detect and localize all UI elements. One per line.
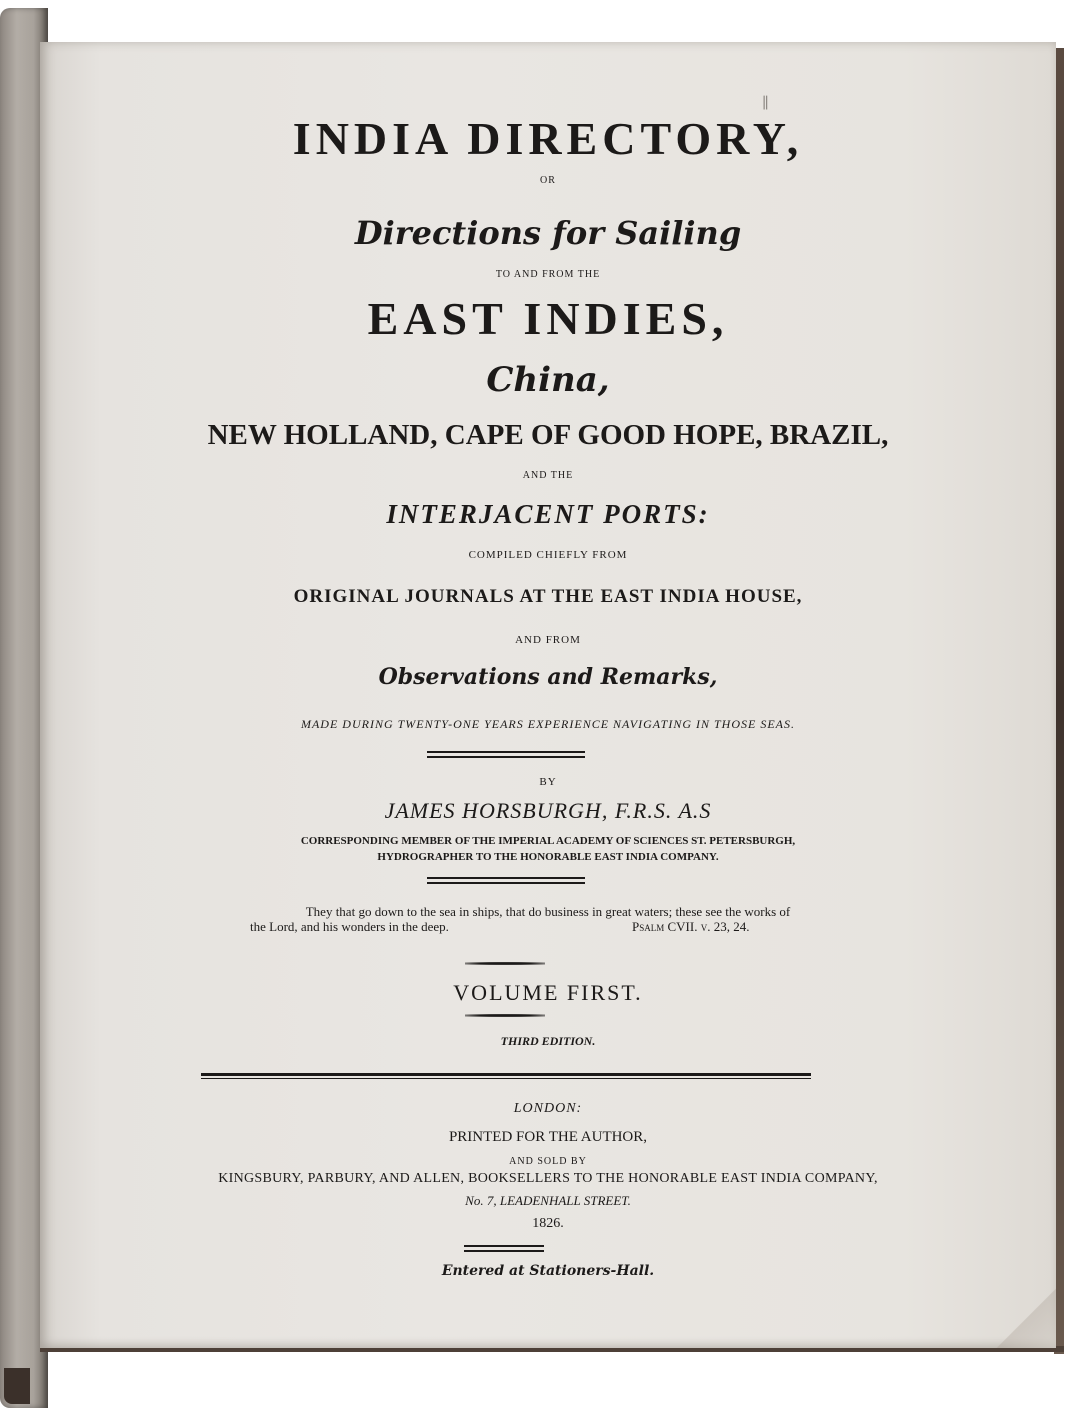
experience-line: MADE DURING TWENTY-ONE YEARS EXPERIENCE NAVIGATING IN THOSE SEAS. <box>300 717 796 731</box>
booksellers-line: KINGSBURY, PARBURY, AND ALLEN, BOOKSELLERS TO THE HONORABLE EAST INDIA COMPANY, <box>218 1171 878 1186</box>
epigraph-line-2 <box>250 919 810 935</box>
entered-line: Entered at Stationers-Hall. <box>441 1263 655 1279</box>
book-title: INDIA DIRECTORY, <box>292 113 804 164</box>
author-name: JAMES HORSBURGH, F.R.S. A.S <box>384 798 712 823</box>
thick-rule <box>201 1073 811 1076</box>
title-page <box>40 42 1056 1348</box>
author-credential-2: HYDROGRAPHER TO THE HONORABLE EAST INDIA COMPANY. <box>377 851 719 863</box>
spine-leather-corner <box>4 1368 30 1404</box>
page-corner-fold <box>996 1288 1056 1348</box>
epigraph-source: Psalm CVII. v. 23, 24. <box>632 919 750 934</box>
printed-for-line: PRINTED FOR THE AUTHOR, <box>448 1129 648 1145</box>
sold-by-line: AND SOLD BY <box>509 1156 587 1167</box>
places-line: NEW HOLLAND, CAPE OF GOOD HOPE, BRAZIL, <box>207 419 889 451</box>
subtitle: Directions for Sailing <box>354 214 742 252</box>
year-line: 1826. <box>532 1216 564 1231</box>
east-indies-heading: EAST INDIES, <box>367 293 729 344</box>
ornament-rule-2 <box>465 1014 545 1017</box>
author-credential-1: CORRESPONDING MEMBER OF THE IMPERIAL ACADEMY OF SCIENCES ST. PETERSBURGH, <box>300 835 796 847</box>
by-line: BY <box>539 776 557 788</box>
china-heading: China, <box>486 360 610 400</box>
epigraph-line-1: They that go down to the sea in ships, that do business in great waters; these see the works of <box>305 904 791 919</box>
edition-line: THIRD EDITION. <box>500 1034 596 1048</box>
pencil-note: ∥ <box>762 94 769 112</box>
thin-rule <box>201 1078 811 1079</box>
ornament-rule-1 <box>465 962 545 965</box>
epigraph-text: the Lord, and his wonders in the deep. <box>250 919 449 934</box>
rule-1 <box>427 751 585 758</box>
original-journals-line: ORIGINAL JOURNALS AT THE EAST INDIA HOUSE, <box>293 586 803 607</box>
volume-heading: VOLUME FIRST. <box>453 980 643 1005</box>
compiled-line: COMPILED CHIEFLY FROM <box>468 549 628 561</box>
and-the-line: AND THE <box>522 470 574 481</box>
and-from-line: AND FROM <box>515 634 581 646</box>
rule-3 <box>464 1245 544 1252</box>
or-connector: OR <box>540 175 556 186</box>
rule-2 <box>427 877 585 884</box>
address-line: No. 7, LEADENHALL STREET. <box>465 1193 631 1208</box>
observations-heading: Observations and Remarks, <box>378 664 718 690</box>
interjacent-ports: INTERJACENT PORTS: <box>386 499 710 529</box>
to-and-from-line: TO AND FROM THE <box>495 269 601 280</box>
city-line: LONDON: <box>513 1101 583 1116</box>
